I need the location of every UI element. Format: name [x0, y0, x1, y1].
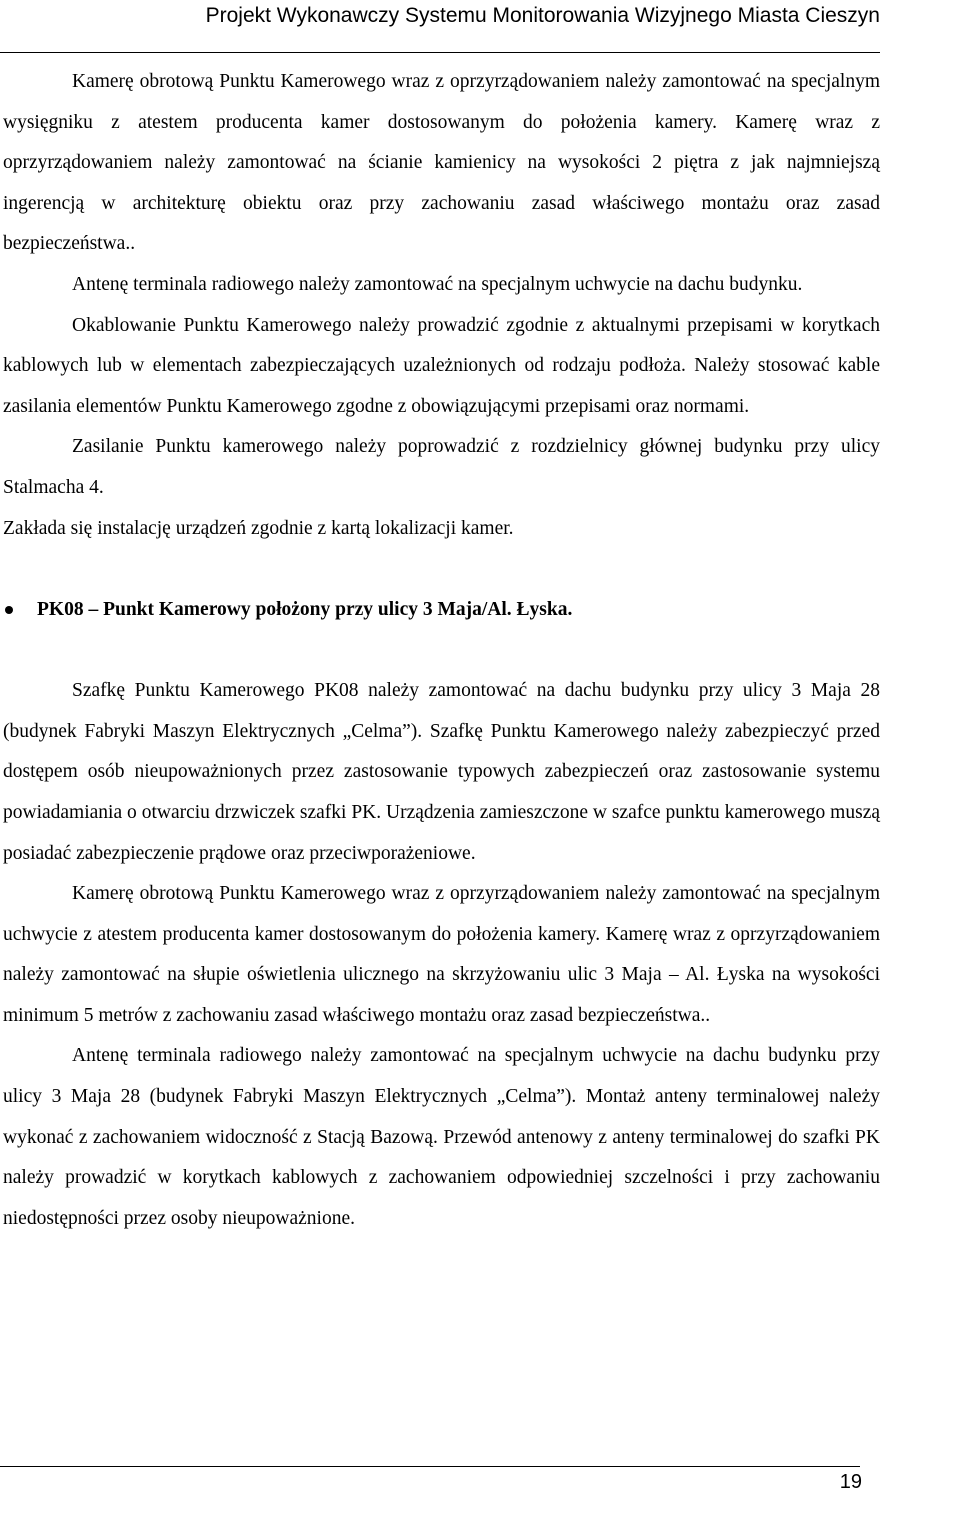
bullet-icon: [5, 606, 13, 614]
paragraph-power-supply: Zasilanie Punktu kamerowego należy poprowadzić z rozdzielnicy głównej budynku przy ulicy Stalmacha 4.: [3, 436, 880, 498]
page-header: [0, 0, 880, 53]
document-title: Projekt Wykonawczy Systemu Monitorowania Wizyjnego Miasta Cieszyn: [205, 4, 880, 27]
paragraph-cabling: Okablowanie Punktu Kamerowego należy prowadzić zgodnie z aktualnymi przepisami w korytkach kablowych lub w elementach zabezpieczających uzależnionych od rodzaju podłoża. Należy stosować kable zasilania elementów Punktu Kamerowego zgodne z obowiązującymi przepisami oraz normami.: [3, 314, 880, 417]
paragraph-antenna: Antenę terminala radiowego należy zamontować na specjalnym uchwycie na dachu budynku.: [72, 273, 803, 295]
paragraph-camera-pk08: Kamerę obrotową Punktu Kamerowego wraz z oprzyrządowaniem należy zamontować na specjalnym uchwycie z atestem producenta kamer dostosowanym do położenia kamery. Kamerę wraz z oprzyrządowaniem należy zamontować na słupie oświetlenia ulicznego na skrzyżowaniu ulic 3 Maja – Al. Łyska na wysokości minimum 5 metrów z zachowaniu zasad właściwego montażu oraz zasad bezpieczeństwa..: [3, 883, 880, 1026]
paragraph-installation-note: Zakłada się instalację urządzeń zgodnie z kartą lokalizacji kamer.: [3, 517, 514, 539]
footer-divider: [0, 1466, 860, 1467]
document-body: [3, 62, 880, 1239]
paragraph-antenna-pk08: Antenę terminala radiowego należy zamontować na specjalnym uchwycie na dachu budynku przy ulicy 3 Maja 28 (budynek Fabryki Maszyn Elektrycznych „Celma”). Montaż anteny terminalowej należy wykonać z zachowaniem widoczność z Stacją Bazową. Przewód antenowy z anteny terminalowej do szafki PK należy prowadzić w korytkach kablowych z zachowaniem odpowiedniej szczelności i przy zachowaniu niedostępności przez osoby nieupoważnione.: [3, 1045, 880, 1229]
section-heading-text: PK08 – Punkt Kamerowy położony przy ulicy 3 Maja/Al. Łyska.: [37, 599, 573, 621]
page-number: 19: [839, 1471, 862, 1493]
section-heading-pk08: [3, 590, 880, 630]
paragraph-camera-mounting: Kamerę obrotową Punktu Kamerowego wraz z oprzyrządowaniem należy zamontować na specjalnym wysięgniku z atestem producenta kamer dostosowanym do położenia kamery. Kamerę wraz z oprzyrządowaniem należy zamontować na ścianie kamienicy na wysokości 2 piętra z jak najmniejszą ingerencją w architekturę obiektu oraz przy zachowaniu zasad właściwego montażu oraz zasad bezpieczeństwa..: [3, 71, 880, 255]
paragraph-cabinet: Szafkę Punktu Kamerowego PK08 należy zamontować na dachu budynku przy ulicy 3 Maja 28 (budynek Fabryki Maszyn Elektrycznych „Celma”). Szafkę Punktu Kamerowego należy zabezpieczyć przed dostępem osób nieupoważnionych przez zastosowanie typowych zabezpieczeń oraz zastosowanie systemu powiadamiania o otwarciu drzwiczek szafki PK. Urządzenia zamieszczone w szafce punktu kamerowego muszą posiadać zabezpieczenie prądowe oraz przeciwporażeniowe.: [3, 680, 880, 864]
